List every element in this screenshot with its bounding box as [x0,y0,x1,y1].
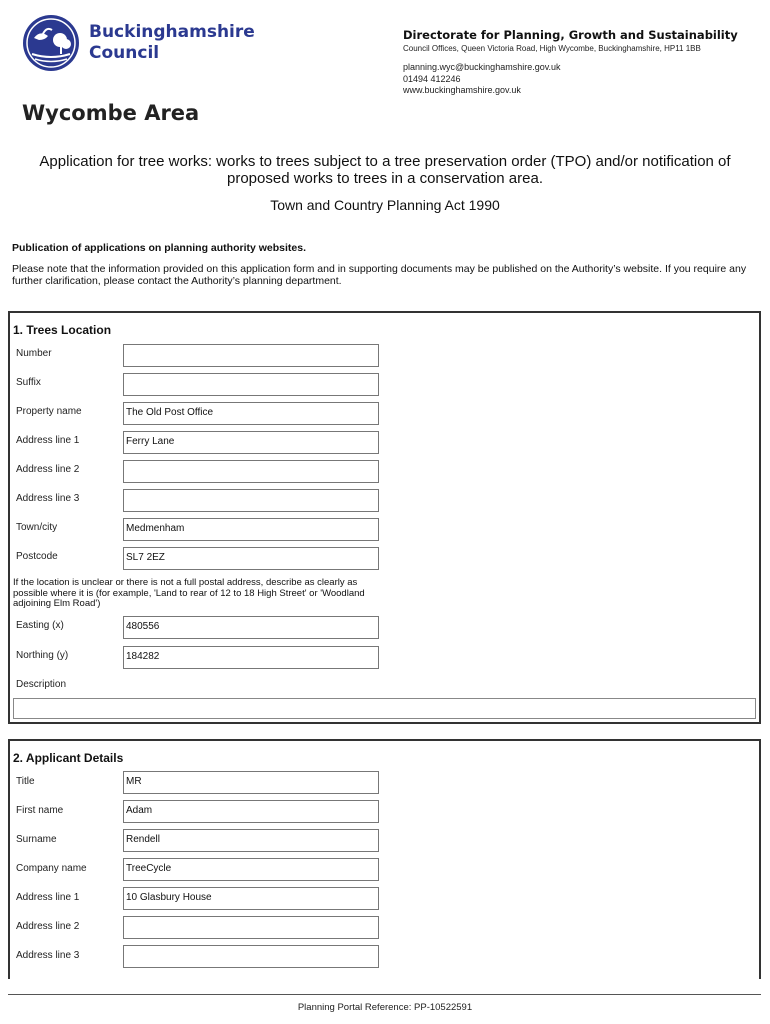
council-name [89,22,255,64]
field-label: Title [16,776,35,787]
footer-divider [8,994,761,995]
council-logo-icon [22,14,80,72]
publication-heading: Publication of applications on planning authority websites. [12,242,307,254]
trees-location-section [8,311,761,724]
contact-website[interactable]: www.buckinghamshire.gov.uk [403,85,521,95]
field-label: Property name [16,406,82,417]
address-line2-field[interactable] [123,460,379,483]
field-label: Address line 1 [16,435,80,446]
property-name-field[interactable]: The Old Post Office [123,402,379,425]
address-line3-field[interactable] [123,945,379,968]
description-field[interactable] [13,698,756,719]
contact-phone: 01494 412246 [403,73,461,84]
address-line1-field[interactable]: 10 Glasbury House [123,887,379,910]
address-line2-field[interactable] [123,916,379,939]
number-field[interactable] [123,344,379,367]
contact-email[interactable]: planning.wyc@buckinghamshire.gov.uk [403,62,561,72]
directorate-title: Directorate for Planning, Growth and Sustainability [403,28,738,42]
northing-field[interactable]: 184282 [123,646,379,669]
act-title: Town and Country Planning Act 1990 [270,197,500,213]
title-field[interactable]: MR [123,771,379,794]
council-name-line1: Buckinghamshire [89,22,255,42]
surname-field[interactable]: Rendell [123,829,379,852]
postcode-field[interactable]: SL7 2EZ [123,547,379,570]
applicant-details-section [8,739,761,979]
field-label: Number [16,348,52,359]
portal-reference: Planning Portal Reference: PP-10522591 [297,1002,473,1013]
field-label: Address line 1 [16,892,80,903]
address-line1-field[interactable]: Ferry Lane [123,431,379,454]
location-note: If the location is unclear or there is not a full postal address, describe as clearly as possible where it is (for example, 'Land to rear of 12 to 18 High Street' or 'Woodland adjoining Elm Road') [13,577,365,609]
suffix-field[interactable] [123,373,379,396]
field-label: Company name [16,863,87,874]
easting-field[interactable]: 480556 [123,616,379,639]
field-label: Postcode [16,551,58,562]
field-label: Town/city [16,522,58,533]
field-label: Address line 2 [16,921,80,932]
address-line3-field[interactable] [123,489,379,512]
field-label: Northing (y) [16,650,69,661]
field-label: First name [16,805,64,816]
area-title: Wycombe Area [22,101,200,125]
application-title: Application for tree works: works to trees subject to a tree preservation order (TPO) and/or notification of proposed works to trees in a conservation area. [39,153,731,187]
publication-note: Please note that the information provided on this application form and in supporting documents may be published on the Authority’s website. If you require any further clarification, please contact the Authority’s planning department. [12,263,747,287]
field-label: Address line 3 [16,493,80,504]
field-label: Description [16,679,67,690]
field-label: Address line 2 [16,464,80,475]
field-label: Suffix [16,377,41,388]
directorate-block [403,28,738,53]
field-label: Surname [16,834,57,845]
town-city-field[interactable]: Medmenham [123,518,379,541]
directorate-address: Council Offices, Queen Victoria Road, High Wycombe, Buckinghamshire, HP11 1BB [403,44,701,53]
section-title: 2. Applicant Details [13,751,124,765]
field-label: Address line 3 [16,950,80,961]
section-title: 1. Trees Location [13,323,112,337]
contact-details [403,62,561,97]
field-label: Easting (x) [16,620,64,631]
council-name-line2: Council [89,43,160,63]
first-name-field[interactable]: Adam [123,800,379,823]
company-name-field[interactable]: TreeCycle [123,858,379,881]
